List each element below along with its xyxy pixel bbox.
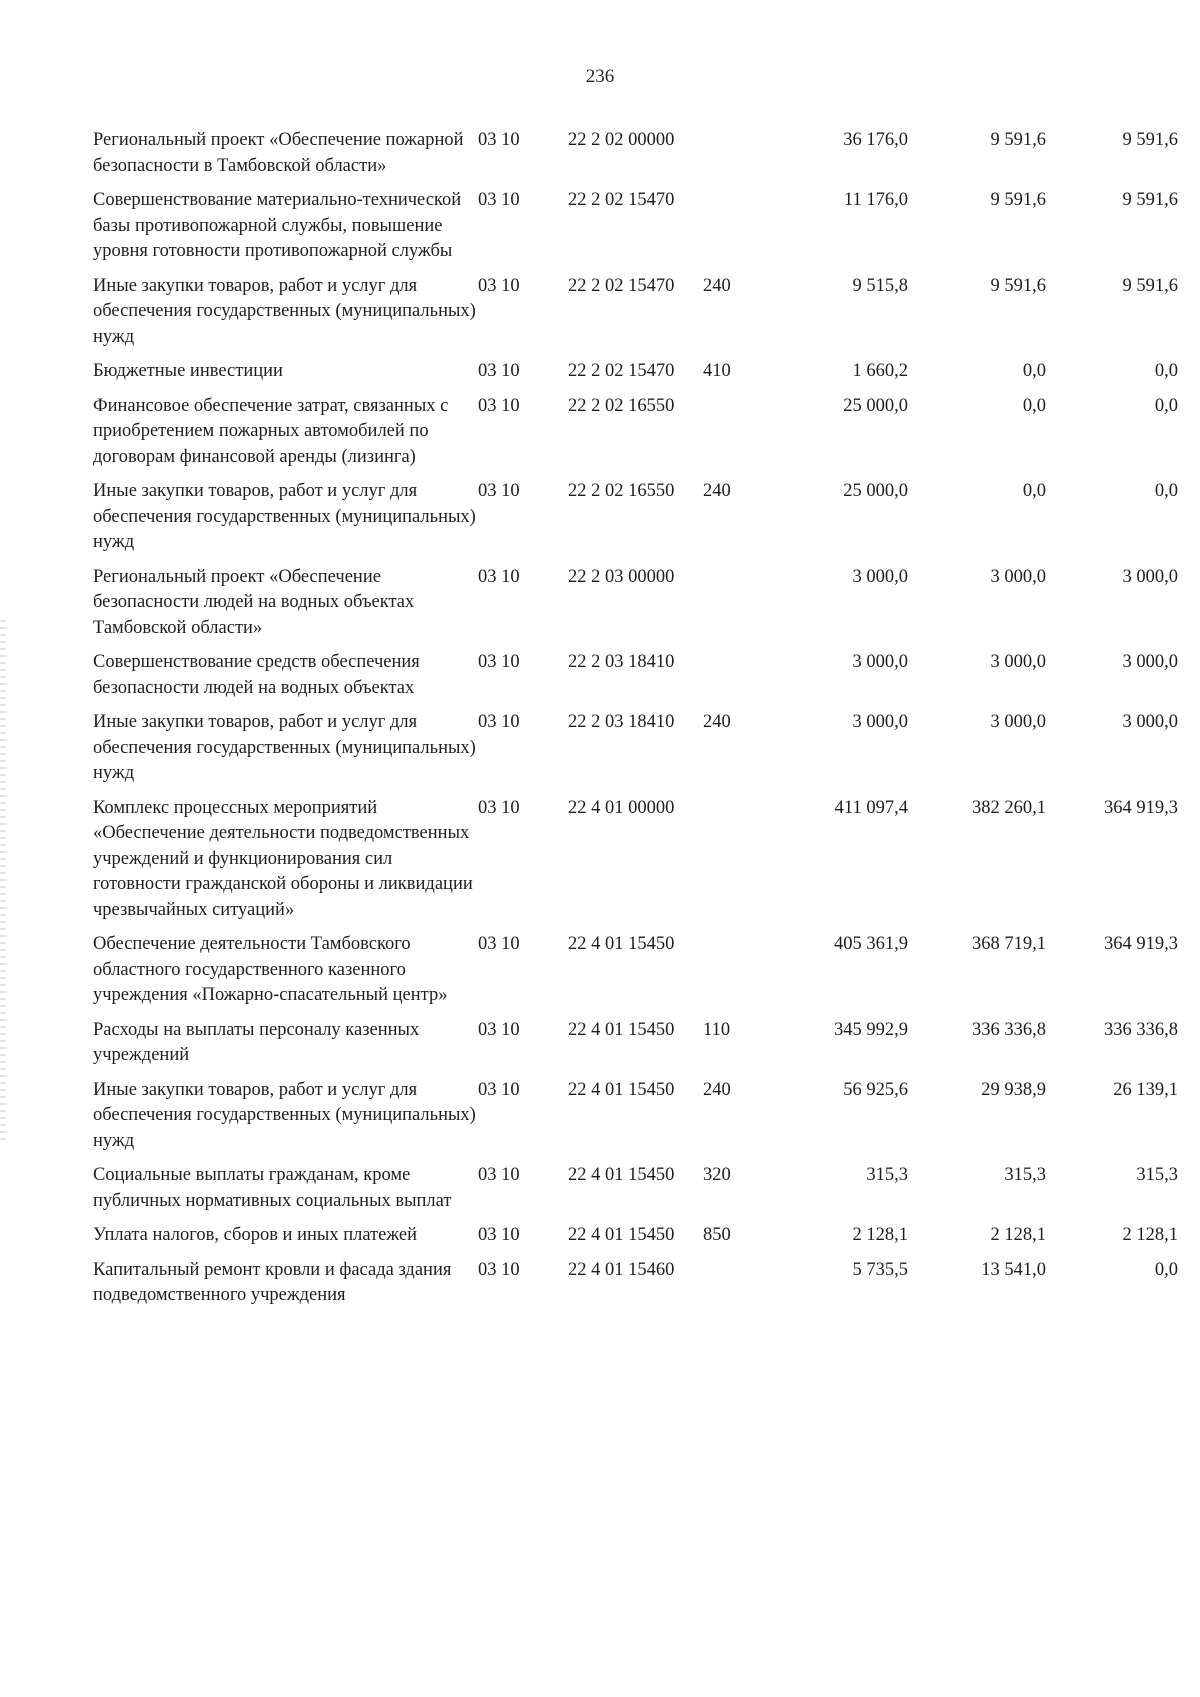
amount-year-1: 345 992,9 <box>834 1019 908 1040</box>
amount-year-1: 405 361,9 <box>834 934 908 954</box>
expense-type-code <box>703 128 768 188</box>
expense-type-code: 110 <box>703 1019 731 1040</box>
page-number: 236 <box>585 66 615 87</box>
expense-type-code: 240 <box>703 1079 731 1100</box>
target-article-code: 22 2 03 18410 <box>568 652 675 672</box>
amount-year-1: 315,3 <box>866 1165 908 1185</box>
amount-year-2: 3 000,0 <box>990 712 1046 732</box>
expense-type-code <box>703 1258 768 1318</box>
expense-type-code: 240 <box>703 712 731 732</box>
target-article-code: 22 2 02 16550 <box>568 395 675 416</box>
amount-year-3: 364 919,3 <box>1104 797 1178 818</box>
table-row <box>93 394 1178 480</box>
expense-type-code <box>703 796 768 933</box>
item-name: Иные закупки товаров, работ и услуг для обеспечения государственных (муниципальных) нужд <box>93 1079 476 1151</box>
amount-year-2: 382 260,1 <box>972 797 1046 818</box>
amount-year-3: 3 000,0 <box>1122 712 1178 732</box>
section-code: 03 10 <box>478 934 520 954</box>
amount-year-3: 0,0 <box>1154 395 1178 416</box>
table-row <box>93 932 1178 1018</box>
target-article-code: 22 2 03 00000 <box>568 566 675 587</box>
target-article-code: 22 4 01 00000 <box>568 797 675 818</box>
table-row <box>93 274 1178 360</box>
amount-year-1: 5 735,5 <box>852 1259 908 1280</box>
item-name: Иные закупки товаров, работ и услуг для обеспечения государственных (муниципальных) нужд <box>93 712 476 783</box>
amount-year-3: 0,0 <box>1154 481 1178 501</box>
target-article-code: 22 4 01 15450 <box>568 1019 675 1040</box>
amount-year-2: 9 591,6 <box>990 130 1046 150</box>
amount-year-1: 25 000,0 <box>843 395 908 416</box>
amount-year-2: 2 128,1 <box>990 1225 1046 1245</box>
amount-year-1: 9 515,8 <box>852 275 908 296</box>
item-name: Совершенствование средств обеспечения безопасности людей на водных объектах <box>93 652 420 698</box>
table-row <box>93 650 1178 710</box>
amount-year-1: 11 176,0 <box>843 190 908 210</box>
table-row <box>93 188 1178 274</box>
target-article-code: 22 2 02 16550 <box>568 481 675 501</box>
item-name: Комплекс процессных мероприятий «Обеспечение деятельности подведомственных учреждений и функционирования сил готовности гражданской обороны и ликвидации чрезвычайных ситуаций» <box>93 797 473 920</box>
amount-year-1: 411 097,4 <box>834 797 908 818</box>
amount-year-3: 336 336,8 <box>1104 1019 1178 1040</box>
amount-year-1: 3 000,0 <box>852 652 908 672</box>
item-name: Иные закупки товаров, работ и услуг для обеспечения государственных (муниципальных) нужд <box>93 481 476 552</box>
amount-year-1: 25 000,0 <box>843 481 908 501</box>
table-row <box>93 565 1178 651</box>
amount-year-3: 9 591,6 <box>1122 130 1178 150</box>
table-row <box>93 796 1178 933</box>
section-code: 03 10 <box>478 395 520 416</box>
amount-year-1: 3 000,0 <box>852 712 908 732</box>
expense-type-code: 410 <box>703 361 731 381</box>
item-name: Расходы на выплаты персоналу казенных учреждений <box>93 1019 420 1065</box>
table-row <box>93 1223 1178 1258</box>
amount-year-3: 2 128,1 <box>1122 1225 1178 1245</box>
target-article-code: 22 2 02 15470 <box>568 275 675 296</box>
amount-year-1: 3 000,0 <box>852 566 908 587</box>
section-code: 03 10 <box>478 1165 520 1185</box>
expense-type-code <box>703 394 768 480</box>
table-row <box>93 1163 1178 1223</box>
amount-year-2: 0,0 <box>1022 481 1046 501</box>
amount-year-3: 3 000,0 <box>1122 566 1178 587</box>
expense-type-code <box>703 565 768 651</box>
amount-year-3: 26 139,1 <box>1113 1079 1178 1100</box>
section-code: 03 10 <box>478 1259 520 1280</box>
amount-year-2: 9 591,6 <box>990 275 1046 296</box>
target-article-code: 22 4 01 15450 <box>568 1165 675 1185</box>
amount-year-2: 3 000,0 <box>990 566 1046 587</box>
table-row <box>93 710 1178 796</box>
section-code: 03 10 <box>478 797 520 818</box>
item-name: Бюджетные инвестиции <box>93 361 283 381</box>
scan-edge-artifact <box>0 620 6 1140</box>
amount-year-3: 364 919,3 <box>1104 934 1178 954</box>
item-name: Уплата налогов, сборов и иных платежей <box>93 1225 418 1245</box>
expense-type-code <box>703 188 768 274</box>
item-name: Финансовое обеспечение затрат, связанных с приобретением пожарных автомобилей по договорам финансовой аренды (лизинга) <box>93 395 449 467</box>
expense-type-code <box>703 932 768 1018</box>
expense-type-code: 320 <box>703 1165 731 1185</box>
amount-year-3: 0,0 <box>1154 361 1178 381</box>
amount-year-3: 315,3 <box>1136 1165 1178 1185</box>
item-name: Капитальный ремонт кровли и фасада здания подведомственного учреждения <box>93 1259 452 1305</box>
target-article-code: 22 4 01 15450 <box>568 1225 675 1245</box>
section-code: 03 10 <box>478 566 520 587</box>
target-article-code: 22 2 03 18410 <box>568 712 675 732</box>
budget-table <box>93 128 1178 1318</box>
expense-type-code: 240 <box>703 481 731 501</box>
amount-year-2: 0,0 <box>1022 395 1046 416</box>
amount-year-3: 9 591,6 <box>1122 190 1178 210</box>
section-code: 03 10 <box>478 1225 520 1245</box>
item-name: Обеспечение деятельности Тамбовского областного государственного казенного учреждения «Пожарно-спасательный центр» <box>93 934 448 1005</box>
section-code: 03 10 <box>478 1019 520 1040</box>
amount-year-2: 336 336,8 <box>972 1019 1046 1040</box>
amount-year-2: 315,3 <box>1004 1165 1046 1185</box>
section-code: 03 10 <box>478 1079 520 1100</box>
section-code: 03 10 <box>478 652 520 672</box>
amount-year-1: 2 128,1 <box>852 1225 908 1245</box>
amount-year-2: 3 000,0 <box>990 652 1046 672</box>
item-name: Социальные выплаты гражданам, кроме публичных нормативных социальных выплат <box>93 1165 452 1211</box>
table-body <box>93 128 1178 1318</box>
expense-type-code <box>703 650 768 710</box>
section-code: 03 10 <box>478 190 520 210</box>
amount-year-1: 1 660,2 <box>852 361 908 381</box>
expense-type-code: 850 <box>703 1225 731 1245</box>
item-name: Региональный проект «Обеспечение безопасности людей на водных объектах Тамбовской области» <box>93 566 415 638</box>
target-article-code: 22 4 01 15450 <box>568 1079 675 1100</box>
amount-year-3: 0,0 <box>1154 1259 1178 1280</box>
amount-year-2: 9 591,6 <box>990 190 1046 210</box>
table-row <box>93 359 1178 394</box>
target-article-code: 22 2 02 15470 <box>568 361 675 381</box>
expense-type-code: 240 <box>703 275 731 296</box>
item-name: Иные закупки товаров, работ и услуг для обеспечения государственных (муниципальных) нужд <box>93 275 476 347</box>
amount-year-2: 0,0 <box>1022 361 1046 381</box>
amount-year-1: 36 176,0 <box>843 130 908 150</box>
target-article-code: 22 4 01 15460 <box>568 1259 675 1280</box>
table-row <box>93 1258 1178 1318</box>
amount-year-2: 13 541,0 <box>981 1259 1046 1280</box>
target-article-code: 22 2 02 00000 <box>568 130 675 150</box>
amount-year-2: 29 938,9 <box>981 1079 1046 1100</box>
table-row <box>93 1018 1178 1078</box>
amount-year-3: 9 591,6 <box>1122 275 1178 296</box>
amount-year-2: 368 719,1 <box>972 934 1046 954</box>
target-article-code: 22 4 01 15450 <box>568 934 675 954</box>
item-name: Совершенствование материально-технической базы противопожарной службы, повышение уровня готовности противопожарной службы <box>93 190 462 261</box>
target-article-code: 22 2 02 15470 <box>568 190 675 210</box>
section-code: 03 10 <box>478 481 520 501</box>
table-row <box>93 1078 1178 1164</box>
table-row <box>93 479 1178 565</box>
section-code: 03 10 <box>478 130 520 150</box>
section-code: 03 10 <box>478 712 520 732</box>
table-row <box>93 128 1178 188</box>
section-code: 03 10 <box>478 275 520 296</box>
section-code: 03 10 <box>478 361 520 381</box>
amount-year-1: 56 925,6 <box>843 1079 908 1100</box>
amount-year-3: 3 000,0 <box>1122 652 1178 672</box>
item-name: Региональный проект «Обеспечение пожарной безопасности в Тамбовской области» <box>93 130 464 176</box>
